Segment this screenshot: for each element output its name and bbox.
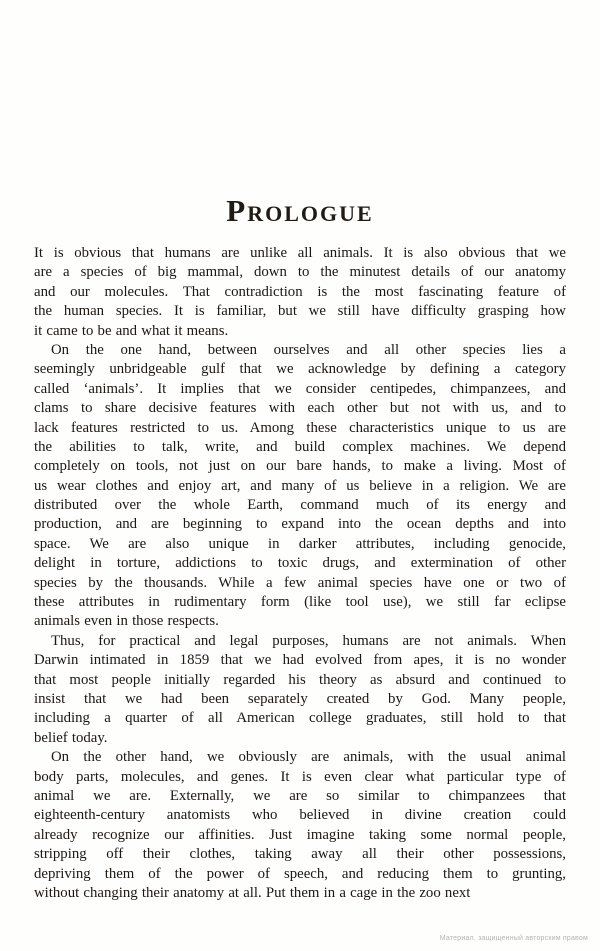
paragraph	[34, 632, 566, 748]
text-line: body parts, molecules, and genes. It is even clear what particular type of	[34, 768, 566, 785]
text-line: us wear clothes and enjoy art, and many of us believe in a religion. We are	[34, 477, 566, 494]
text-line: insist that we had been separately created by God. Many people,	[34, 690, 566, 707]
paragraph	[34, 341, 566, 632]
text-line: Darwin intimated in 1859 that we had evolved from apes, it is no wonder	[34, 652, 566, 669]
text-line: the human species. It is familiar, but we still have difficulty grasping how	[34, 303, 566, 320]
text-line: stripping off their clothes, taking away all their other possessions,	[34, 846, 566, 863]
text-line: animals even in those respects.	[34, 613, 219, 630]
text-line: On the one hand, between ourselves and all other species lies a	[51, 341, 566, 358]
text-line: animal we are. Externally, we are so similar to chimpanzees that	[34, 787, 566, 804]
text-line: the abilities to talk, write, and build complex machines. We depend	[34, 438, 566, 455]
text-line: without changing their anatomy at all. Put them in a cage in the zoo next	[34, 884, 471, 901]
body-text	[34, 244, 566, 903]
text-line: Thus, for practical and legal purposes, humans are not animals. When	[51, 632, 566, 649]
text-line: space. We are also unique in darker attributes, including genocide,	[34, 535, 566, 552]
text-line: seemingly unbridgeable gulf that we acknowledge by defining a category	[34, 361, 566, 378]
text-line: depriving them of the power of speech, and reducing them to grunting,	[34, 865, 566, 882]
text-line: completely on tools, not just on our bare hands, to make a living. Most of	[34, 458, 566, 475]
text-line: that most people initially regarded his theory as absurd and continued to	[34, 671, 566, 688]
text-line: species by the thousands. While a few animal species have one or two of	[34, 574, 566, 591]
copyright-watermark: Материал, защищенный авторским правом	[439, 935, 588, 942]
text-line: delight in torture, addictions to toxic drugs, and extermination of other	[34, 555, 566, 572]
text-line: already recognize our affinities. Just imagine taking some normal people,	[34, 826, 566, 843]
chapter-title: Prologue	[226, 193, 374, 228]
text-line: On the other hand, we obviously are animals, with the usual animal	[51, 749, 566, 766]
paragraph	[34, 748, 566, 903]
text-line: lack features restricted to us. Among these characteristics unique to us are	[34, 419, 566, 436]
text-line: belief today.	[34, 729, 108, 746]
text-line: these attributes in rudimentary form (like tool use), we still far eclipse	[34, 594, 566, 611]
text-line: and our molecules. That contradiction is the most fascinating feature of	[34, 283, 566, 300]
text-line: eighteenth-century anatomists who believed in divine creation could	[34, 807, 566, 824]
text-line: production, and are beginning to expand into the ocean depths and into	[34, 516, 566, 533]
text-line: called ‘animals’. It implies that we consider centipedes, chimpanzees, and	[34, 380, 566, 397]
paragraph	[34, 244, 566, 341]
text-line: including a quarter of all American college graduates, still hold to that	[34, 710, 566, 727]
text-line: clams to share decisive features with each other but not with us, and to	[34, 400, 566, 417]
text-line: it came to be and what it means.	[34, 322, 229, 339]
text-line: It is obvious that humans are unlike all animals. It is also obvious that we	[34, 245, 566, 261]
text-line: are a species of big mammal, down to the minutest details of our anatomy	[34, 264, 566, 281]
text-line: distributed over the whole Earth, command much of its energy and	[34, 497, 566, 514]
